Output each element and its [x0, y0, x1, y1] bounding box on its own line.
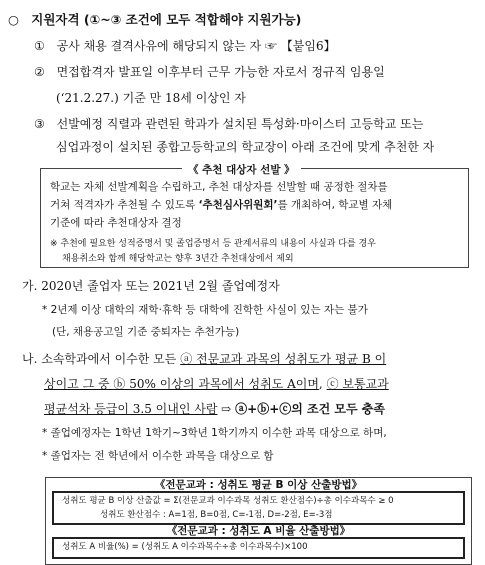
item-na-line-1-a: 나. 소속학과에서 이수한 모든	[22, 352, 181, 366]
recommend-line-1: 학교는 자체 선발계획을 수립하고, 추천 대상자를 선발할 때 공정한 절차를	[50, 181, 388, 193]
recommend-line-2-c: 를 개최하여, 학교별 자체	[277, 199, 393, 211]
condition-1-number: ①	[34, 39, 45, 53]
calc-box-2-line-1: 성취도 A 비율(%) = (성취도 A 이수과목수÷총 이수과목수)×100	[62, 542, 308, 552]
item-na-line-2	[44, 375, 389, 392]
recommend-line-2-a: 거쳐 적격자가 추천될 수 있도록	[50, 199, 199, 211]
condition-3-text: 선발예정 직렬과 관련된 학과가 설치된 특성화·마이스터 고등학교 또는	[56, 117, 424, 131]
heading-title: 지원자격 (①~③ 조건에 모두 적합해야 지원가능)	[31, 12, 302, 27]
calc-box-1-line-2: 성취도 환산점수 : A=1점, B=0점, C=-1점, D=-2점, E=-3점	[100, 510, 333, 520]
recommend-committee: ‘추천심사위원회’	[198, 199, 278, 211]
recommend-line-3: 기준에 따라 추천대상자 결정	[50, 217, 182, 229]
condition-2	[34, 63, 385, 80]
condition-b-text: ⓑ 50% 이상의 과목에서 성취도 A이며	[113, 377, 319, 391]
item-na-line-1	[22, 350, 386, 367]
calc-box-1-title: 《전문교과 : 성취도 평균 B 이상 산출방법》	[154, 479, 363, 491]
item-na-line-3	[44, 400, 385, 417]
item-na-note-2: * 졸업자는 전 학년에서 이수한 과목을 대상으로 함	[42, 450, 274, 462]
condition-2-text: 면접합격자 발표일 이후부터 근무 가능한 자로서 정규직 임용일	[56, 65, 385, 79]
item-na-comma: ,	[318, 377, 327, 391]
condition-3-number: ③	[34, 117, 45, 131]
condition-1	[34, 37, 336, 54]
item-na-line-3-a: 평균석차 등급이 3.5 이내인 사람	[44, 402, 218, 416]
item-ga-bullet: * 2년제 이상 대학의 재학·휴학 등 대학에 진학한 사실이 있는 자는 불가	[42, 304, 368, 316]
condition-c-text: ⓒ 보통교과	[326, 377, 389, 391]
item-na-note-1: * 졸업예정자는 1학년 1학기~3학년 1학기까지 이수한 과목 대상으로 하며,	[42, 427, 387, 439]
arrow-icon: ⇨	[217, 402, 236, 416]
heading	[8, 10, 301, 28]
item-na-line-2-a: 상이고 그 중	[44, 377, 114, 391]
condition-3	[34, 115, 423, 132]
condition-summary: ⓐ+ⓑ+ⓒ의 조건 모두 충족	[235, 402, 385, 416]
condition-3-cont: 심업과정이 설치된 종합고등학교의 학교장이 아래 조건에 맞게 추천한 자	[56, 140, 435, 154]
condition-1-text: 공사 채용 결격사유에 해당되지 않는 자 ☞ 【붙임6】	[56, 39, 336, 53]
calc-box-1-line-1: 성취도 평균 B 이상 산출값 = Σ(전문교과 이수과목 성취도 환산점수)÷총 이수과목수 ≥ 0	[62, 496, 394, 506]
recommend-note-1: ※ 추천에 필요한 성적증명서 및 졸업증명서 등 관계서류의 내용이 사실과 다를 경우	[50, 239, 376, 249]
calc-box-2-title: 《전문교과 : 성취도 A 비율 산출방법》	[166, 525, 351, 537]
recommend-line-2	[50, 197, 392, 212]
recommend-box-title: 《 추천 대상자 선발 》	[182, 162, 301, 177]
condition-2-number: ②	[34, 65, 45, 79]
condition-2-cont: (‘21.2.27.) 기준 만 18세 이상인 자	[56, 91, 246, 105]
circle-bullet-icon: ○	[8, 12, 19, 27]
item-ga-title: 가. 2020년 졸업자 또는 2021년 2월 졸업예정자	[22, 279, 280, 293]
item-ga-bullet-cont: (단, 채용공고일 기준 중퇴자는 추천가능)	[52, 326, 240, 338]
condition-a-text: ⓐ 전문교과 과목의 성취도가 평균 B 이	[180, 352, 387, 366]
recommend-note-2: 채용취소와 함께 해당학교는 향후 3년간 추천대상에서 제외	[62, 254, 294, 264]
